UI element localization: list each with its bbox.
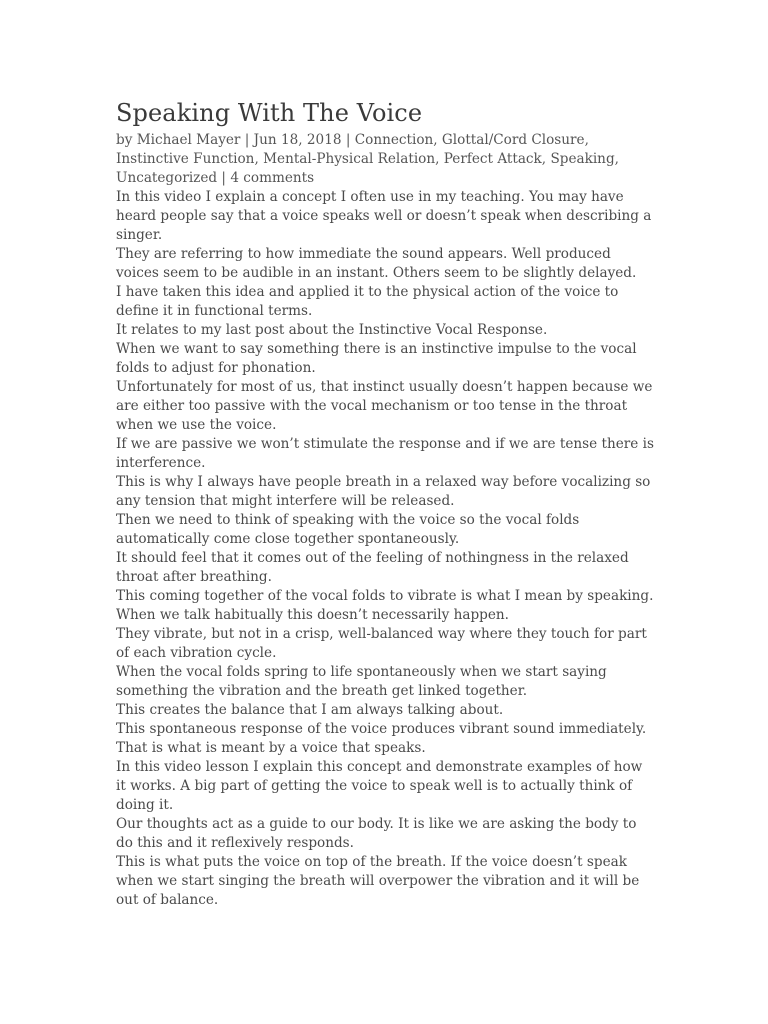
- meta-by-prefix: by: [116, 132, 133, 148]
- category-link[interactable]: Instinctive Function: [116, 151, 255, 167]
- post-date: Jun 18, 2018: [253, 132, 342, 148]
- paragraph: When we want to say something there is an instinctive impulse to the vocal folds to adjust for phonation.: [116, 341, 637, 376]
- category-link[interactable]: Connection: [354, 132, 434, 148]
- meta-separator: |: [244, 132, 250, 148]
- paragraph: I have taken this idea and applied it to the physical action of the voice to define it in functional terms.: [116, 284, 619, 319]
- category-link[interactable]: Speaking: [550, 151, 615, 167]
- post-content: [116, 188, 656, 910]
- paragraph: Unfortunately for most of us, that instinct usually doesn’t happen because we are either too passive with the vocal mechanism or too tense in the throat when we use the voice.: [116, 379, 653, 433]
- post-meta: by Michael Mayer | Jun 18, 2018 | Connection, Glottal/Cord Closure, Instinctive Function, Mental-Physical Relation, Perfect Attack, Speaking, Uncategorized | 4 comments: [116, 132, 619, 186]
- paragraph: They vibrate, but not in a crisp, well-balanced way where they touch for part of each vibration cycle.: [116, 626, 647, 661]
- paragraph: In this video I explain a concept I often use in my teaching. You may have heard people say that a voice speaks well or doesn’t speak when describing a singer.: [116, 189, 652, 243]
- paragraph: They are referring to how immediate the sound appears. Well produced voices seem to be audible in an instant. Others seem to be slightly delayed.: [116, 246, 637, 281]
- paragraph: It relates to my last post about the Instinctive Vocal Response.: [116, 322, 548, 338]
- paragraph: Our thoughts act as a guide to our body. It is like we are asking the body to do this and it reflexively responds.: [116, 816, 637, 851]
- category-link[interactable]: Mental-Physical Relation: [263, 151, 436, 167]
- meta-separator: |: [221, 170, 226, 186]
- meta-separator: |: [345, 132, 351, 148]
- author-link[interactable]: Michael Mayer: [136, 132, 241, 148]
- paragraph: In this video lesson I explain this concept and demonstrate examples of how it works. A big part of getting the voice to speak well is to actually think of doing it.: [116, 759, 643, 813]
- blog-post: [116, 98, 656, 910]
- paragraph: If we are passive we won’t stimulate the response and if we are tense there is interference.: [116, 436, 654, 471]
- paragraph: This is why I always have people breath in a relaxed way before vocalizing so any tension that might interfere will be released.: [116, 474, 651, 509]
- paragraph: When the vocal folds spring to life spontaneously when we start saying something the vibration and the breath get linked together.: [116, 664, 607, 699]
- paragraph: It should feel that it comes out of the feeling of nothingness in the relaxed throat after breathing.: [116, 550, 629, 585]
- category-link[interactable]: Uncategorized: [116, 170, 218, 186]
- category-link[interactable]: Glottal/Cord Closure: [441, 132, 585, 148]
- category-link[interactable]: Perfect Attack: [443, 151, 542, 167]
- comments-link[interactable]: 4 comments: [230, 170, 315, 186]
- paragraph: This coming together of the vocal folds to vibrate is what I mean by speaking. When we talk habitually this doesn’t necessarily happen.: [116, 588, 654, 623]
- paragraph: This spontaneous response of the voice produces vibrant sound immediately. That is what is meant by a voice that speaks.: [116, 721, 647, 756]
- post-title: Speaking With The Voice: [116, 99, 423, 127]
- paragraph: This creates the balance that I am always talking about.: [116, 702, 504, 718]
- paragraph: This is what puts the voice on top of the breath. If the voice doesn’t speak when we start singing the breath will overpower the vibration and it will be out of balance.: [116, 854, 640, 908]
- paragraph: Then we need to think of speaking with the voice so the vocal folds automatically come close together spontaneously.: [116, 512, 580, 547]
